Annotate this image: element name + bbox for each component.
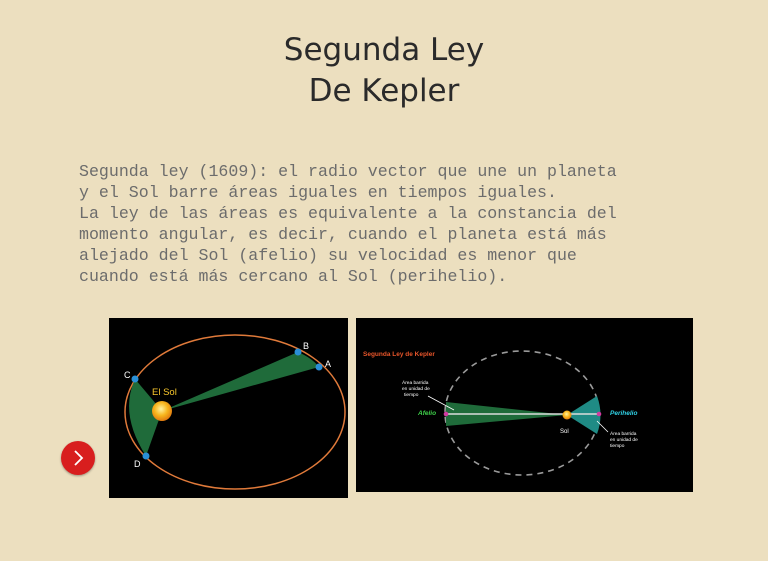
label-c: C bbox=[124, 370, 131, 380]
body-line: La ley de las áreas es equivalente a la constancia del bbox=[79, 204, 617, 223]
swept-area-left-line: en unidad de bbox=[402, 387, 430, 392]
planet-a bbox=[316, 364, 323, 371]
swept-area-left-line: Área barrida bbox=[402, 381, 429, 386]
kepler-orbit-diagram bbox=[109, 318, 348, 498]
sun-label: Sol bbox=[560, 429, 569, 435]
next-slide-button[interactable] bbox=[61, 441, 95, 475]
title-line-2: De Kepler bbox=[308, 73, 460, 109]
body-text bbox=[79, 161, 719, 287]
label-b: B bbox=[303, 341, 310, 351]
label-d: D bbox=[134, 459, 141, 469]
planet-perihelion bbox=[597, 412, 602, 417]
swept-area-right-line: en unidad de bbox=[610, 438, 638, 443]
sun-label: El Sol bbox=[152, 387, 177, 398]
planet-c bbox=[132, 376, 139, 383]
planet-b bbox=[295, 349, 302, 356]
slide-title bbox=[0, 30, 768, 112]
label-a: A bbox=[325, 359, 332, 369]
body-line: momento angular, es decir, cuando el planeta está más bbox=[79, 225, 607, 244]
aphelion-label: Afelio bbox=[418, 410, 437, 417]
perihelion-label: Perihelio bbox=[610, 410, 638, 417]
perihelion-swept-area bbox=[567, 396, 601, 434]
chevron-right-icon bbox=[61, 441, 95, 475]
swept-area-left-line: tiempo bbox=[404, 393, 419, 398]
body-line: alejado del Sol (afelio) su velocidad es menor que bbox=[79, 246, 577, 265]
sun bbox=[563, 411, 572, 420]
aphelion-perihelion-diagram bbox=[356, 318, 693, 492]
figure2-title: Segunda Ley de Kepler bbox=[363, 351, 435, 358]
swept-area-right-line: Área barrida bbox=[610, 432, 637, 437]
swept-area-ab bbox=[162, 352, 319, 411]
planet-d bbox=[143, 453, 150, 460]
sun bbox=[152, 401, 172, 421]
body-line: Segunda ley (1609): el radio vector que une un planeta bbox=[79, 162, 617, 181]
body-line: y el Sol barre áreas iguales en tiempos iguales. bbox=[79, 183, 557, 202]
planet-aphelion bbox=[444, 412, 449, 417]
body-line: cuando está más cercano al Sol (perihelio). bbox=[79, 267, 508, 286]
title-line-1: Segunda Ley bbox=[283, 32, 485, 68]
swept-area-right-line: tiempo bbox=[610, 444, 625, 449]
